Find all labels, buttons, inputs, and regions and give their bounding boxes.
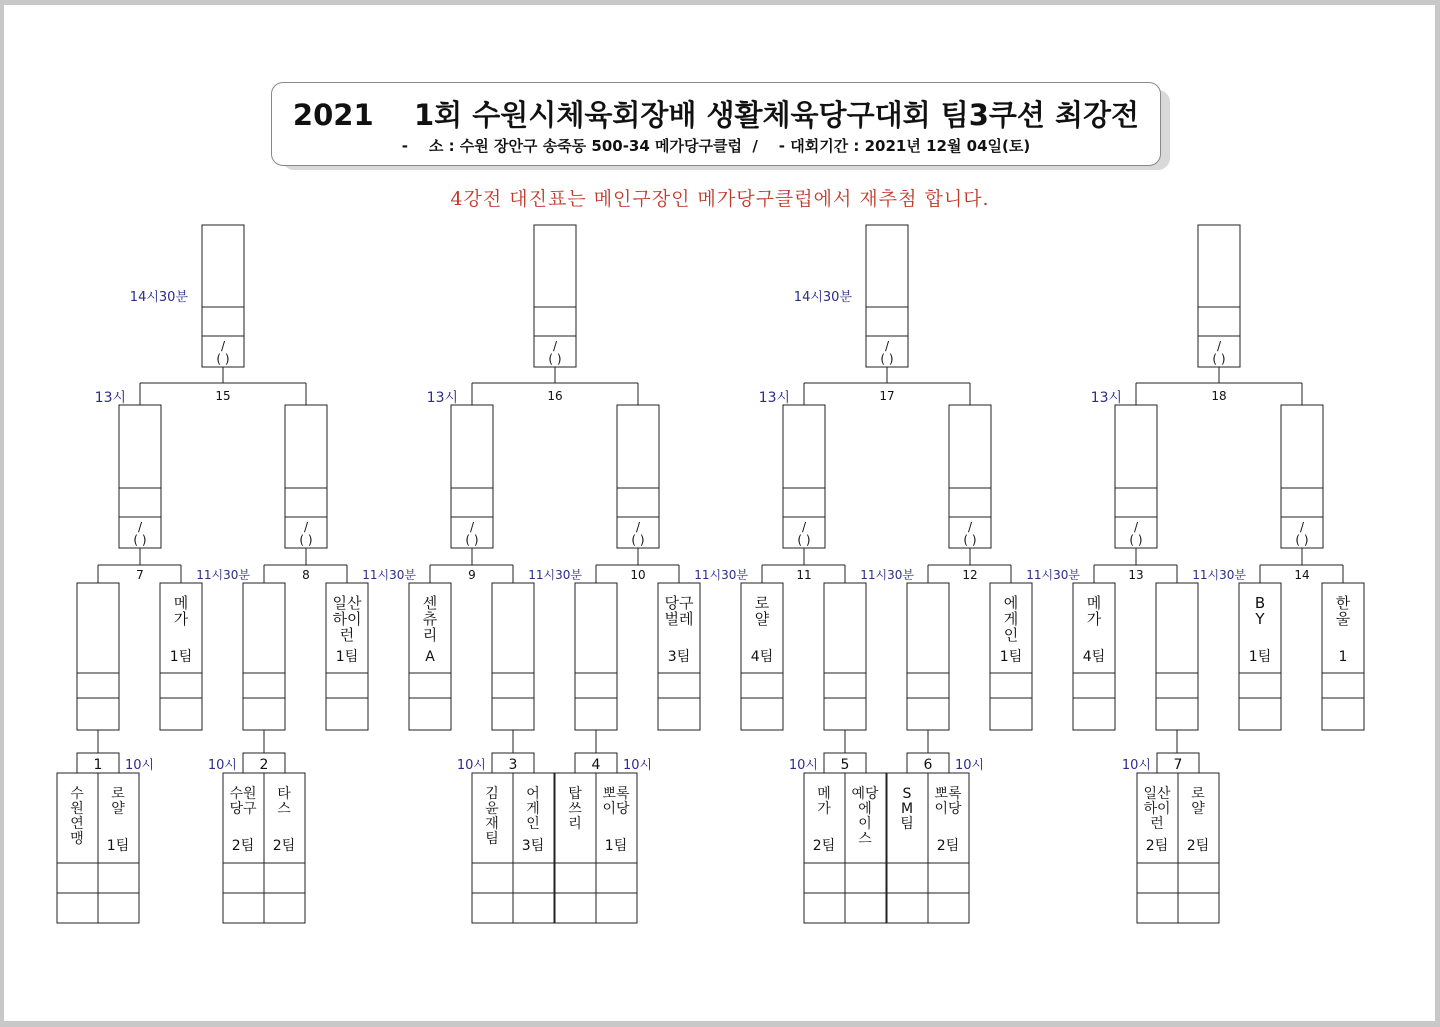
semifinal-notice: 4강전 대진표는 메인구장인 메가당구클럽에서 재추첨 합니다. (450, 188, 990, 210)
tournament-venue-dates: - 소 : 수원 장안구 송죽동 500-34 메가당구클럽 / - 대회기간 : 2021년 12월 04일(토) (401, 137, 1031, 155)
first-round-time-label: 10시 (125, 758, 155, 773)
semi-slot-score: / (137, 520, 143, 534)
team-name: 당구 (229, 801, 257, 817)
team-name: 팀 (900, 816, 914, 832)
first-round-match-number: 5 (840, 757, 850, 773)
team-name: 메 (173, 594, 189, 612)
team-name: 이당 (602, 801, 630, 817)
team-label: 1팀 (999, 649, 1023, 665)
team-name: 얄 (754, 610, 770, 628)
team-slot-box (492, 583, 534, 730)
team-label: 4팀 (1082, 649, 1106, 665)
team-label: 3팀 (667, 649, 691, 665)
team-name: 얄 (1191, 801, 1205, 817)
top-slot-score: ( ) (880, 352, 894, 366)
quarter-time-label: 11시30분 (1026, 568, 1080, 582)
first-round-match-number: 7 (1173, 757, 1183, 773)
team-name: 이 (858, 816, 872, 832)
team-name: 맹 (70, 831, 84, 847)
team-name: 수원 (229, 786, 257, 802)
team-name: 에 (858, 801, 872, 817)
semi-slot-score: ( ) (631, 533, 645, 547)
semi-slot-score: ( ) (1129, 533, 1143, 547)
quarter-match-number: 13 (1128, 568, 1144, 582)
team-name: 울 (1335, 610, 1351, 628)
top-slot-score: / (884, 339, 890, 353)
quarter-time-label: 11시30분 (362, 568, 416, 582)
semi-slot-score: / (303, 520, 309, 534)
team-name: 리 (422, 626, 438, 644)
team-name: 가 (817, 801, 831, 817)
team-label: 4팀 (750, 649, 774, 665)
team-name: 연 (70, 816, 84, 832)
first-round-match-number: 3 (508, 757, 518, 773)
team-name: 이당 (934, 801, 962, 817)
team-name: 원 (70, 801, 84, 817)
team-name: M (900, 801, 914, 817)
tournament-title: 2021 1회 수원시체육회장배 생활체육당구대회 팀3쿠션 최강전 (292, 98, 1140, 132)
top-slot-score: / (220, 339, 226, 353)
team-slot-box (575, 583, 617, 730)
semi-slot-score: ( ) (1295, 533, 1309, 547)
first-round-time-label: 10시 (788, 758, 818, 773)
team-label: 2팀 (936, 838, 960, 854)
quarter-match-number: 11 (796, 568, 812, 582)
team-name: 센 (422, 594, 438, 612)
semi-time-label: 13시 (94, 390, 126, 406)
top-slot-score: / (552, 339, 558, 353)
team-name: 츄 (422, 610, 438, 628)
team-name: 런 (1150, 816, 1164, 832)
team-name: 스 (858, 831, 872, 847)
team-name: 인 (1003, 626, 1019, 644)
team-name: S (902, 786, 912, 802)
team-label: 1팀 (169, 649, 193, 665)
first-round-time-label: 10시 (955, 758, 985, 773)
semi-slot-score: ( ) (963, 533, 977, 547)
first-round-time-label: 10시 (623, 758, 653, 773)
first-round-match-number: 1 (93, 757, 103, 773)
team-name: 일산 (332, 594, 362, 612)
team-name: 스 (277, 801, 291, 817)
team-label: 1팀 (106, 838, 130, 854)
team-name: 게 (526, 801, 540, 817)
semi-slot-score: ( ) (797, 533, 811, 547)
team-name: 팀 (485, 831, 499, 847)
quarter-time-label: 11시30분 (528, 568, 582, 582)
semi-slot-score: ( ) (133, 533, 147, 547)
quarter-time-label: 11시30분 (1192, 568, 1246, 582)
semi-time-label: 13시 (758, 390, 790, 406)
team-name: 얄 (111, 801, 125, 817)
team-name: 가 (1086, 610, 1102, 628)
semi-slot-score: / (635, 520, 641, 534)
team-name: 메 (1086, 594, 1102, 612)
top-slot-score: ( ) (548, 352, 562, 366)
team-name: 뽀록 (934, 786, 962, 802)
team-name: 탑 (568, 786, 582, 802)
team-label: 2팀 (1145, 838, 1169, 854)
quarter-match-number: 14 (1294, 568, 1310, 582)
team-name: 재 (485, 816, 499, 832)
team-label: A (425, 649, 435, 665)
team-name: B (1254, 594, 1266, 612)
team-name: 윤 (485, 801, 499, 817)
first-round-match-number: 2 (259, 757, 269, 773)
team-name: 로 (754, 594, 770, 612)
team-label: 1팀 (1248, 649, 1272, 665)
team-name: 인 (526, 816, 540, 832)
team-name: 타 (277, 786, 291, 802)
semi-time-label: 13시 (1090, 390, 1122, 406)
team-label: 1팀 (604, 838, 628, 854)
team-label: 2팀 (231, 838, 255, 854)
team-name: 당구 (664, 594, 694, 612)
semi-slot-score: / (1133, 520, 1139, 534)
team-name: 게 (1003, 610, 1019, 628)
semi-slot-score: ( ) (465, 533, 479, 547)
team-label: 1 (1338, 649, 1348, 665)
quarter-time-label: 11시30분 (694, 568, 748, 582)
match-time-label: 14시30분 (793, 290, 852, 305)
team-name: 하이 (1143, 801, 1171, 817)
team-name: 가 (173, 610, 189, 628)
team-name: 어 (526, 786, 540, 802)
top-slot-score: / (1216, 339, 1222, 353)
first-round-time-label: 10시 (1121, 758, 1151, 773)
quarter-time-label: 11시30분 (860, 568, 914, 582)
quarter-time-label: 11시30분 (196, 568, 250, 582)
semi-slot-score: / (967, 520, 973, 534)
first-round-time-label: 10시 (207, 758, 237, 773)
team-name: 한 (1335, 594, 1351, 612)
team-name: 예당 (851, 786, 879, 802)
semi-slot-score: / (1299, 520, 1305, 534)
team-name: 로 (111, 786, 125, 802)
first-round-match-number: 4 (591, 757, 601, 773)
team-name: 로 (1191, 786, 1205, 802)
quarter-match-number: 7 (136, 568, 144, 582)
team-label: 2팀 (812, 838, 836, 854)
team-slot-box (1156, 583, 1198, 730)
team-name: 메 (817, 786, 831, 802)
team-slot-box (77, 583, 119, 730)
team-label: 3팀 (521, 838, 545, 854)
semi-slot-score: / (801, 520, 807, 534)
team-label: 1팀 (335, 649, 359, 665)
semi-match-number: 15 (215, 389, 231, 403)
first-round-match-number: 6 (923, 757, 933, 773)
semi-slot-score: ( ) (299, 533, 313, 547)
semi-match-number: 18 (1211, 389, 1227, 403)
top-slot-score: ( ) (1212, 352, 1226, 366)
team-name: 쓰 (568, 801, 582, 817)
team-slot-box (907, 583, 949, 730)
team-label: 2팀 (1186, 838, 1210, 854)
team-name: 리 (568, 816, 582, 832)
semi-match-number: 16 (547, 389, 563, 403)
team-name: 런 (339, 626, 355, 644)
match-time-label: 14시30분 (129, 290, 188, 305)
team-name: 에 (1003, 594, 1019, 612)
semi-time-label: 13시 (426, 390, 458, 406)
quarter-match-number: 9 (468, 568, 476, 582)
semi-match-number: 17 (879, 389, 895, 403)
team-name: 일산 (1143, 786, 1171, 802)
top-slot-score: ( ) (216, 352, 230, 366)
semi-slot-score: / (469, 520, 475, 534)
team-name: 뽀록 (602, 786, 630, 802)
team-label: 2팀 (272, 838, 296, 854)
first-round-time-label: 10시 (456, 758, 486, 773)
team-name: 벌레 (664, 610, 694, 628)
team-name: Y (1255, 610, 1265, 628)
quarter-match-number: 8 (302, 568, 310, 582)
team-name: 수 (70, 786, 84, 802)
quarter-match-number: 12 (962, 568, 978, 582)
team-name: 하이 (332, 610, 362, 628)
team-slot-box (824, 583, 866, 730)
quarter-match-number: 10 (630, 568, 646, 582)
team-name: 김 (485, 786, 499, 802)
team-slot-box (243, 583, 285, 730)
